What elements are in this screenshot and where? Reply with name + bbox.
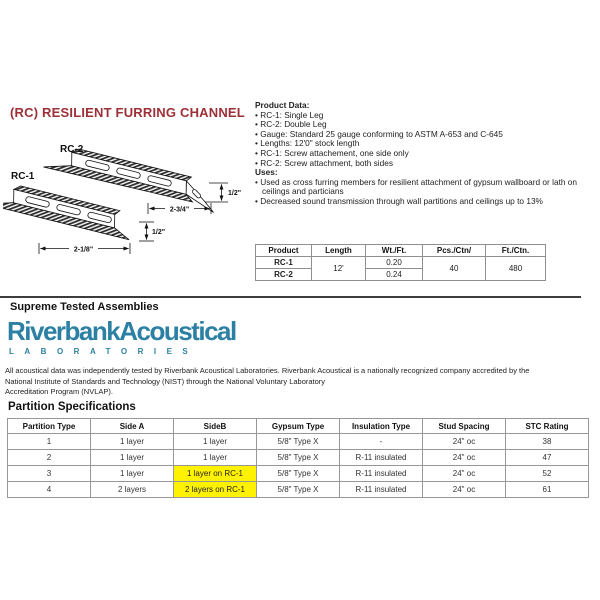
partition-cell: 47 bbox=[506, 450, 589, 466]
product-table-header: Product bbox=[256, 245, 312, 257]
partition-header: Gypsum Type bbox=[257, 419, 340, 434]
product-data-item: • RC-1: Single Leg bbox=[255, 109, 324, 120]
partition-cell: 1 layer bbox=[91, 450, 174, 466]
page-title: (RC) RESILIENT FURRING CHANNEL bbox=[10, 105, 245, 120]
partition-cell: 24" oc bbox=[423, 434, 506, 450]
accreditation-line: All acoustical data was independently tested by Riverbank Acoustical Laboratories. Riverbank Acoustical is a nationally recognized company accredited by the bbox=[5, 366, 530, 375]
bullet: • bbox=[255, 128, 261, 139]
riverbank-logo bbox=[7, 317, 236, 356]
partition-cell: 24" oc bbox=[423, 466, 506, 482]
partition-header-row bbox=[8, 419, 589, 434]
rc1-height-dim-label: 1/2" bbox=[152, 229, 166, 236]
bullet: • bbox=[255, 138, 261, 149]
bullet: • bbox=[255, 157, 261, 168]
partition-cell: 2 layers bbox=[91, 482, 174, 498]
partition-cell: 1 layer bbox=[174, 434, 257, 450]
section-title-supreme: Supreme Tested Assemblies bbox=[10, 301, 159, 313]
furring-channel-diagram bbox=[3, 133, 253, 263]
partition-cell: 38 bbox=[506, 434, 589, 450]
rc1-width-dim-label: 2-1/8" bbox=[73, 246, 94, 254]
uses-heading: Uses: bbox=[255, 167, 278, 178]
length-cell: 12' bbox=[312, 257, 366, 281]
bullet: • bbox=[255, 119, 261, 130]
rc2-height-dim-label: 1/2" bbox=[228, 190, 242, 197]
partition-table bbox=[7, 418, 589, 498]
section-title-partition: Partition Specifications bbox=[8, 401, 136, 413]
product-data-item: • RC-2: Screw attachment, both sides bbox=[255, 157, 394, 168]
partition-cell: 1 layer bbox=[91, 434, 174, 450]
section-divider bbox=[0, 296, 581, 298]
partition-cell: 5/8" Type X bbox=[257, 482, 340, 498]
uses-item: • Used as cross furring members for resilient attachment of gypsum wallboard or lath on ceilings and particians bbox=[255, 176, 578, 197]
product-data-item: • RC-2: Double Leg bbox=[255, 119, 327, 130]
product-data-item: • Lengths: 12'0" stock length bbox=[255, 138, 360, 149]
product-table-header: Length bbox=[312, 245, 366, 257]
partition-header: STC Rating bbox=[506, 419, 589, 434]
partition-cell: 5/8" Type X bbox=[257, 466, 340, 482]
partition-cell: 5/8" Type X bbox=[257, 434, 340, 450]
rc2-height-dimension bbox=[205, 183, 228, 202]
product-table bbox=[255, 244, 546, 281]
partition-header: Side A bbox=[91, 419, 174, 434]
partition-cell: R-11 insulated bbox=[340, 482, 423, 498]
rc1-channel-drawing bbox=[3, 179, 135, 240]
partition-cell: 52 bbox=[506, 466, 589, 482]
product-table-header: Ft./Ctn. bbox=[486, 245, 546, 257]
product-cell: RC-2 bbox=[256, 269, 312, 281]
product-data-item: • Gauge: Standard 25 gauge conforming to ASTM A-653 and C-645 bbox=[255, 128, 503, 139]
partition-cell: 24" oc bbox=[423, 450, 506, 466]
bullet: • bbox=[255, 109, 261, 120]
product-cell: RC-1 bbox=[256, 257, 312, 269]
partition-header: SideB bbox=[174, 419, 257, 434]
bullet: • bbox=[255, 147, 261, 158]
bullet: • bbox=[255, 176, 261, 187]
partition-cell-highlighted: 1 layer on RC-1 bbox=[174, 466, 257, 482]
partition-cell: R-11 insulated bbox=[340, 450, 423, 466]
product-data-block bbox=[255, 101, 595, 207]
partition-cell: - bbox=[340, 434, 423, 450]
partition-header: Insulation Type bbox=[340, 419, 423, 434]
partition-row bbox=[8, 434, 589, 450]
partition-cell-highlighted: 2 layers on RC-1 bbox=[174, 482, 257, 498]
partition-cell: 24" oc bbox=[423, 482, 506, 498]
partition-cell: 2 bbox=[8, 450, 91, 466]
rc2-width-dim-label: 2-3/4" bbox=[169, 206, 190, 214]
partition-header: Partition Type bbox=[8, 419, 91, 434]
partition-cell: 1 bbox=[8, 434, 91, 450]
product-data-heading: Product Data: bbox=[255, 100, 310, 110]
product-table-row bbox=[256, 257, 546, 269]
accreditation-text bbox=[5, 366, 599, 398]
partition-cell: 1 layer bbox=[174, 450, 257, 466]
partition-header: Stud Spacing bbox=[423, 419, 506, 434]
accreditation-line: National Institute of Standards and Technology (NIST) through the National Voluntary Laboratory bbox=[5, 376, 326, 386]
product-table-header: Pcs./Ctn/ bbox=[423, 245, 486, 257]
partition-row bbox=[8, 482, 589, 498]
product-data-item: • RC-1: Screw attachement, one side only bbox=[255, 147, 409, 158]
product-table-header: Wt./Ft. bbox=[366, 245, 423, 257]
partition-cell: 61 bbox=[506, 482, 589, 498]
riverbank-logo-wordmark: RiverbankAcoustical bbox=[7, 316, 236, 346]
partition-cell: 1 layer bbox=[91, 466, 174, 482]
uses-item: • Decreased sound transmission through wall partitions and ceilings up to 13% bbox=[255, 195, 543, 206]
weight-cell: 0.24 bbox=[366, 269, 423, 281]
partition-row bbox=[8, 466, 589, 482]
rc2-label: RC-2 bbox=[60, 144, 84, 155]
partition-cell: 5/8" Type X bbox=[257, 450, 340, 466]
bullet: • bbox=[255, 195, 261, 206]
partition-cell: R-11 insulated bbox=[340, 466, 423, 482]
pcs-cell: 40 bbox=[423, 257, 486, 281]
weight-cell: 0.20 bbox=[366, 257, 423, 269]
partition-cell: 4 bbox=[8, 482, 91, 498]
accreditation-line: Accreditation Program (NVLAP). bbox=[5, 387, 113, 397]
partition-cell: 3 bbox=[8, 466, 91, 482]
rc1-label: RC-1 bbox=[11, 171, 35, 182]
ft-cell: 480 bbox=[486, 257, 546, 281]
product-table-header-row bbox=[256, 245, 546, 257]
partition-row bbox=[8, 450, 589, 466]
riverbank-logo-subtext: LABORATORIES bbox=[9, 347, 199, 356]
